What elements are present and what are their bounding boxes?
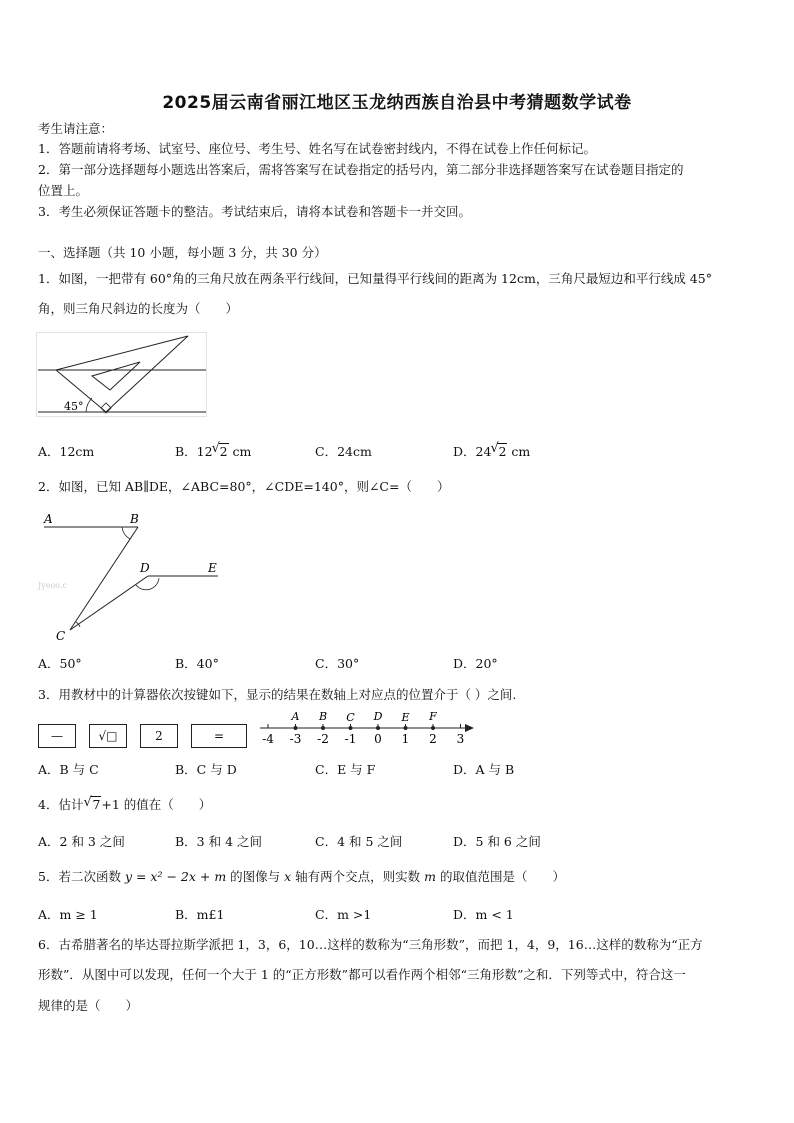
point-label: A (291, 710, 300, 723)
section-heading: 一、选择题（共 10 小题，每小题 3 分，共 30 分） (38, 245, 327, 260)
point-label: E (401, 711, 410, 724)
calculator-key-equals: = (191, 724, 247, 748)
notice-item: 1．答题前请将考场、试室号、座位号、考生号、姓名写在试卷密封线内，不得在试卷上作任何标记。 (38, 141, 596, 156)
point-label: C (56, 629, 66, 643)
question-6-text: 规律的是（ ） (38, 998, 139, 1013)
option-b: B．C 与 D (175, 762, 237, 777)
tick-label: 1 (401, 732, 410, 746)
point-label: B (318, 710, 328, 723)
option-a: A．m ≥ 1 (38, 907, 98, 922)
point-label: A (44, 512, 53, 526)
option-b: B．m£1 (175, 907, 225, 922)
watermark: Jyeoo.c (38, 581, 67, 590)
option-a: A．2 和 3 之间 (38, 834, 125, 849)
notice-item: 3．考生必须保证答题卡的整洁。考试结束后，请将本试卷和答题卡一并交回。 (38, 204, 471, 219)
option-d: D．A 与 B (453, 762, 515, 777)
option-c: C．m >1 (315, 907, 372, 922)
question-2-text: 2．如图，已知 AB∥DE，∠ABC=80°，∠CDE=140°，则∠C=（ ） (38, 479, 450, 494)
option-b: B．12 √ 2 cm (175, 441, 252, 459)
option-d: D．20° (453, 656, 498, 671)
calculator-key-minus: — (38, 724, 76, 748)
question-5-text: 5．若二次函数 y = x² − 2x + m 的图像与 x 轴有两个交点，则实数 m 的取值范围是（ ） (38, 869, 565, 884)
option-b: B．40° (175, 656, 219, 671)
question-3-text: 3．用教材中的计算器依次按键如下，显示的结果在数轴上对应点的位置介于（ ）之间. (38, 687, 517, 702)
angle-label: 45° (64, 400, 84, 413)
option-a: A．B 与 C (38, 762, 99, 777)
tick-label: -4 (262, 732, 274, 746)
page-title: 2025届云南省丽江地区玉龙纳西族自治县中考猜题数学试卷 (162, 93, 632, 113)
calculator-key-sqrt: √□ (89, 724, 127, 748)
notice-item: 2．第一部分选择题每小题选出答案后，需将答案写在试卷指定的括号内，第二部分非选择题答案写在试卷题目指定的 (38, 162, 684, 177)
option-c: C．4 和 5 之间 (315, 834, 403, 849)
point-label: B (130, 512, 139, 526)
option-d: D．m < 1 (453, 907, 514, 922)
question-2-figure (36, 508, 226, 644)
option-c: C．30° (315, 656, 360, 671)
point-label: C (346, 711, 355, 724)
tick-label: -1 (344, 732, 357, 746)
option-c: C．E 与 F (315, 762, 376, 777)
calculator-key-two: 2 (140, 724, 178, 748)
tick-label: -3 (289, 732, 302, 746)
option-d: D．5 和 6 之间 (453, 834, 541, 849)
option-a: A．12cm (38, 444, 95, 459)
point-label: F (429, 710, 437, 723)
tick-label: -2 (317, 732, 329, 746)
question-6-text: 形数”．从图中可以发现，任何一个大于 1 的“正方形数”都可以看作两个相邻“三角形数”之和．下列等式中，符合这一 (38, 967, 686, 982)
question-1-text: 角，则三角尺斜边的长度为（ ） (38, 301, 239, 316)
option-a: A．50° (38, 656, 82, 671)
question-6-text: 6．古希腊著名的毕达哥拉斯学派把 1，3，6，10…这样的数称为“三角形数”，而把 1，4，9，16…这样的数称为“正方 (38, 937, 703, 952)
question-4-text: 4．估计 √ 7+1 的值在（ ） (38, 795, 212, 812)
option-b: B．3 和 4 之间 (175, 834, 263, 849)
tick-label: 0 (374, 732, 382, 746)
option-c: C．24cm (315, 444, 372, 459)
notice-item: 位置上。 (38, 183, 89, 198)
tick-label: 3 (456, 732, 465, 746)
question-1-text: 1．如图，一把带有 60°角的三角尺放在两条平行线间，已知量得平行线间的距离为 12cm，三角尺最短边和平行线成 45° (38, 271, 712, 286)
notice-heading: 考生请注意： (38, 121, 114, 136)
point-label: E (208, 561, 217, 575)
tick-label: 2 (429, 732, 437, 746)
option-d: D．24 √ 2 cm (453, 441, 531, 459)
point-label: D (140, 561, 150, 575)
question-1-figure (36, 332, 208, 418)
point-label: D (373, 710, 383, 723)
number-line (256, 708, 480, 748)
